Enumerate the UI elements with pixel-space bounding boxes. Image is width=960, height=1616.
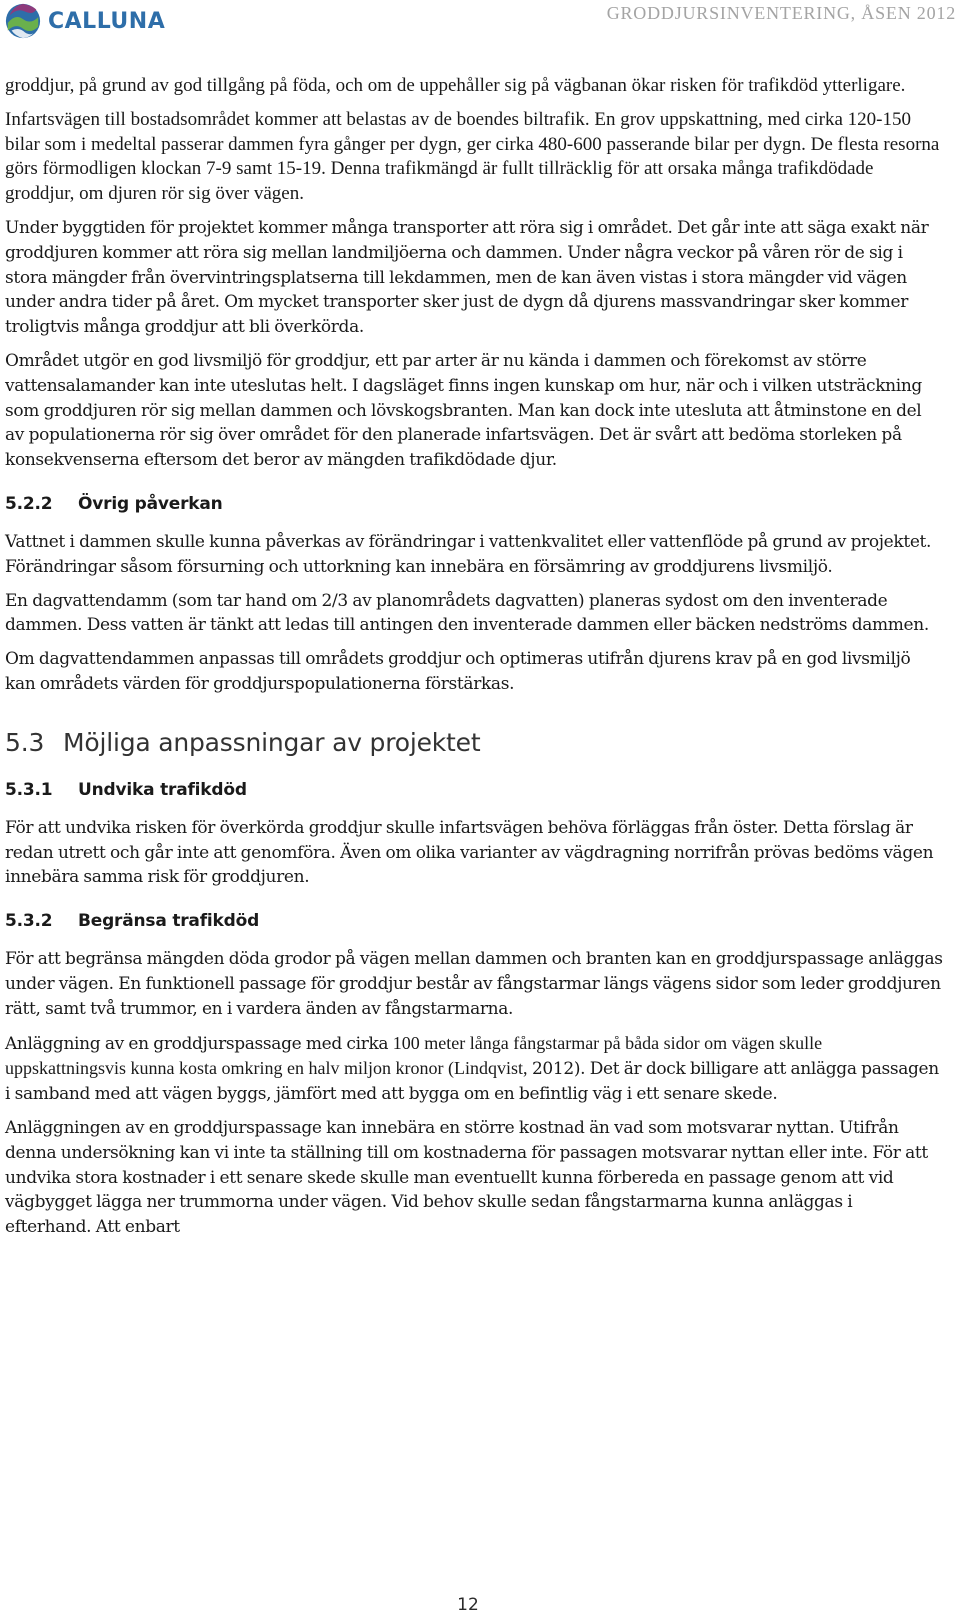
calluna-logo-icon [4, 2, 42, 40]
document-title: GRODDJURSINVENTERING, ÅSEN 2012 [606, 3, 956, 23]
page-header [0, 0, 960, 46]
page-number: 12 [457, 1595, 479, 1615]
document-body [5, 74, 943, 1249]
section-number: 5.3.1 [5, 779, 53, 800]
paragraph-text: Anläggning av en groddjurspassage med cirka [5, 1033, 393, 1054]
section-title: Övrig påverkan [78, 493, 223, 514]
logo-text: CALLUNA [48, 8, 166, 34]
paragraph [5, 108, 943, 207]
section-number: 5.2.2 [5, 493, 53, 514]
paragraph-text: groddjur, på grund av god tillgång på föda, och om de uppehåller sig på vägbanan ökar risken för trafikdöd ytterligare. [5, 75, 906, 96]
section-number: 5.3 [5, 727, 45, 757]
paragraph-text: 2012). Det är dock billigare att anlägga passagen i samband med att vägen byggs, jämfört med att bygga om en befintlig väg i ett senare skede. [5, 1059, 939, 1105]
paragraph: För att undvika risken för överkörda groddjur skulle infartsvägen behöva förläggas från öster. Detta förslag är redan utrett och går inte att genomföra. Även om olika varianter av vägdragning norrifrån prövas bedöms vägen innebära samma risk för groddjuren. [5, 817, 934, 888]
paragraph: Området utgör en god livsmiljö för groddjur, ett par arter är nu kända i dammen och förekomst av större vattensalamander kan inte uteslutas helt. I dagsläget finns ingen kunskap om hur, när och i vilken utsträckning som groddjuren rör sig mellan dammen och lövskogsbranten. Man kan dock inte utesluta att åtminstone en del av populationerna rör sig över området för den planerade infartsvägen. Det är svårt att bedöma storleken på konsekvenserna eftersom det beror av mängden trafikdödade djur. [5, 350, 922, 471]
section-heading-5-3-2 [5, 909, 943, 933]
paragraph: Vattnet i dammen skulle kunna påverkas av förändringar i vattenkvalitet eller vattenflöde på grund av projektet. Förändringar såsom försurning och uttorkning kan innebära en försämring av groddjurens livsmiljö. [5, 531, 932, 577]
paragraph: Anläggningen av en groddjurspassage kan innebära en större kostnad än vad som motsvarar nyttan. Utifrån denna undersökning kan vi inte ta ställning till om kostnaderna för passagen motsvarar nyttan eller inte. För att undvika stora kostnader i ett senare skede skulle man eventuellt kunna förbereda en passage genom att vid vägbygget lägga ner trummorna under vägen. Vid behov skulle sedan fångstarmarna kunna anläggas i efterhand. Att enbart [5, 1117, 928, 1238]
section-heading-5-2-2 [5, 492, 943, 516]
paragraph: Under byggtiden för projektet kommer många transporter att röra sig i området. Det går inte att säga exakt när groddjuren kommer att röra sig mellan landmiljöerna och dammen. Under några veckor på våren rör de sig i stora mängder från övervintringsplatserna till lekdammen, men de kan även vistas i stora mängder vid vägen under andra tider på året. Om mycket transporter sker just de dygn då djurens massvandringar sker kommer troligtvis många groddjur att bli överkörda. [5, 217, 929, 338]
paragraph-text: Infartsvägen till bostadsområdet kommer att belastas av de boendes biltrafik. En grov uppskattning, med cirka 120-150 bilar som i medeltal passerar dammen fyra gånger per dygn, ger cirka 480-600 passerande bilar per dygn. De flesta resorna görs förmodligen klockan 7-9 samt 15-19. Denna trafikmängd är fullt tillräcklig för att orsaka många trafikdödade groddjur, om djuren rör sig över vägen. [5, 108, 940, 205]
section-heading-5-3 [5, 727, 943, 759]
section-number: 5.3.2 [5, 911, 53, 932]
calluna-logo [4, 2, 165, 40]
paragraph: Om dagvattendammen anpassas till områdets groddjur och optimeras utifrån djurens krav på en god livsmiljö kan områdets värden för groddjurspopulationerna förstärkas. [5, 649, 911, 694]
paragraph: För att begränsa mängden döda grodor på vägen mellan dammen och branten kan en groddjurspassage anläggas under vägen. En funktionell passage för groddjur består av fångstarmar längs vägens sidor som leder groddjuren rätt, samt två trummor, en i vardera änden av fångstarmarna. [5, 949, 943, 1019]
paragraph [5, 74, 943, 99]
section-heading-5-3-1 [5, 778, 943, 802]
paragraph: En dagvattendamm (som tar hand om 2/3 av planområdets dagvatten) planeras sydost om den inventerade dammen. Dess vatten är tänkt att ledas till antingen den inventerade dammen eller bäcken nedströms dammen. [5, 590, 929, 636]
paragraph [5, 1031, 943, 1107]
section-title: Möjliga anpassningar av projektet [63, 727, 481, 757]
section-title: Undvika trafikdöd [78, 779, 247, 800]
section-title: Begränsa trafikdöd [78, 911, 260, 932]
paragraph-text: 100 meter långa fångstarmar på båda sidor om vägen skulle uppskattningsvis kunna kosta omkring en halv miljon kronor (Lindqvist, [5, 1032, 823, 1079]
